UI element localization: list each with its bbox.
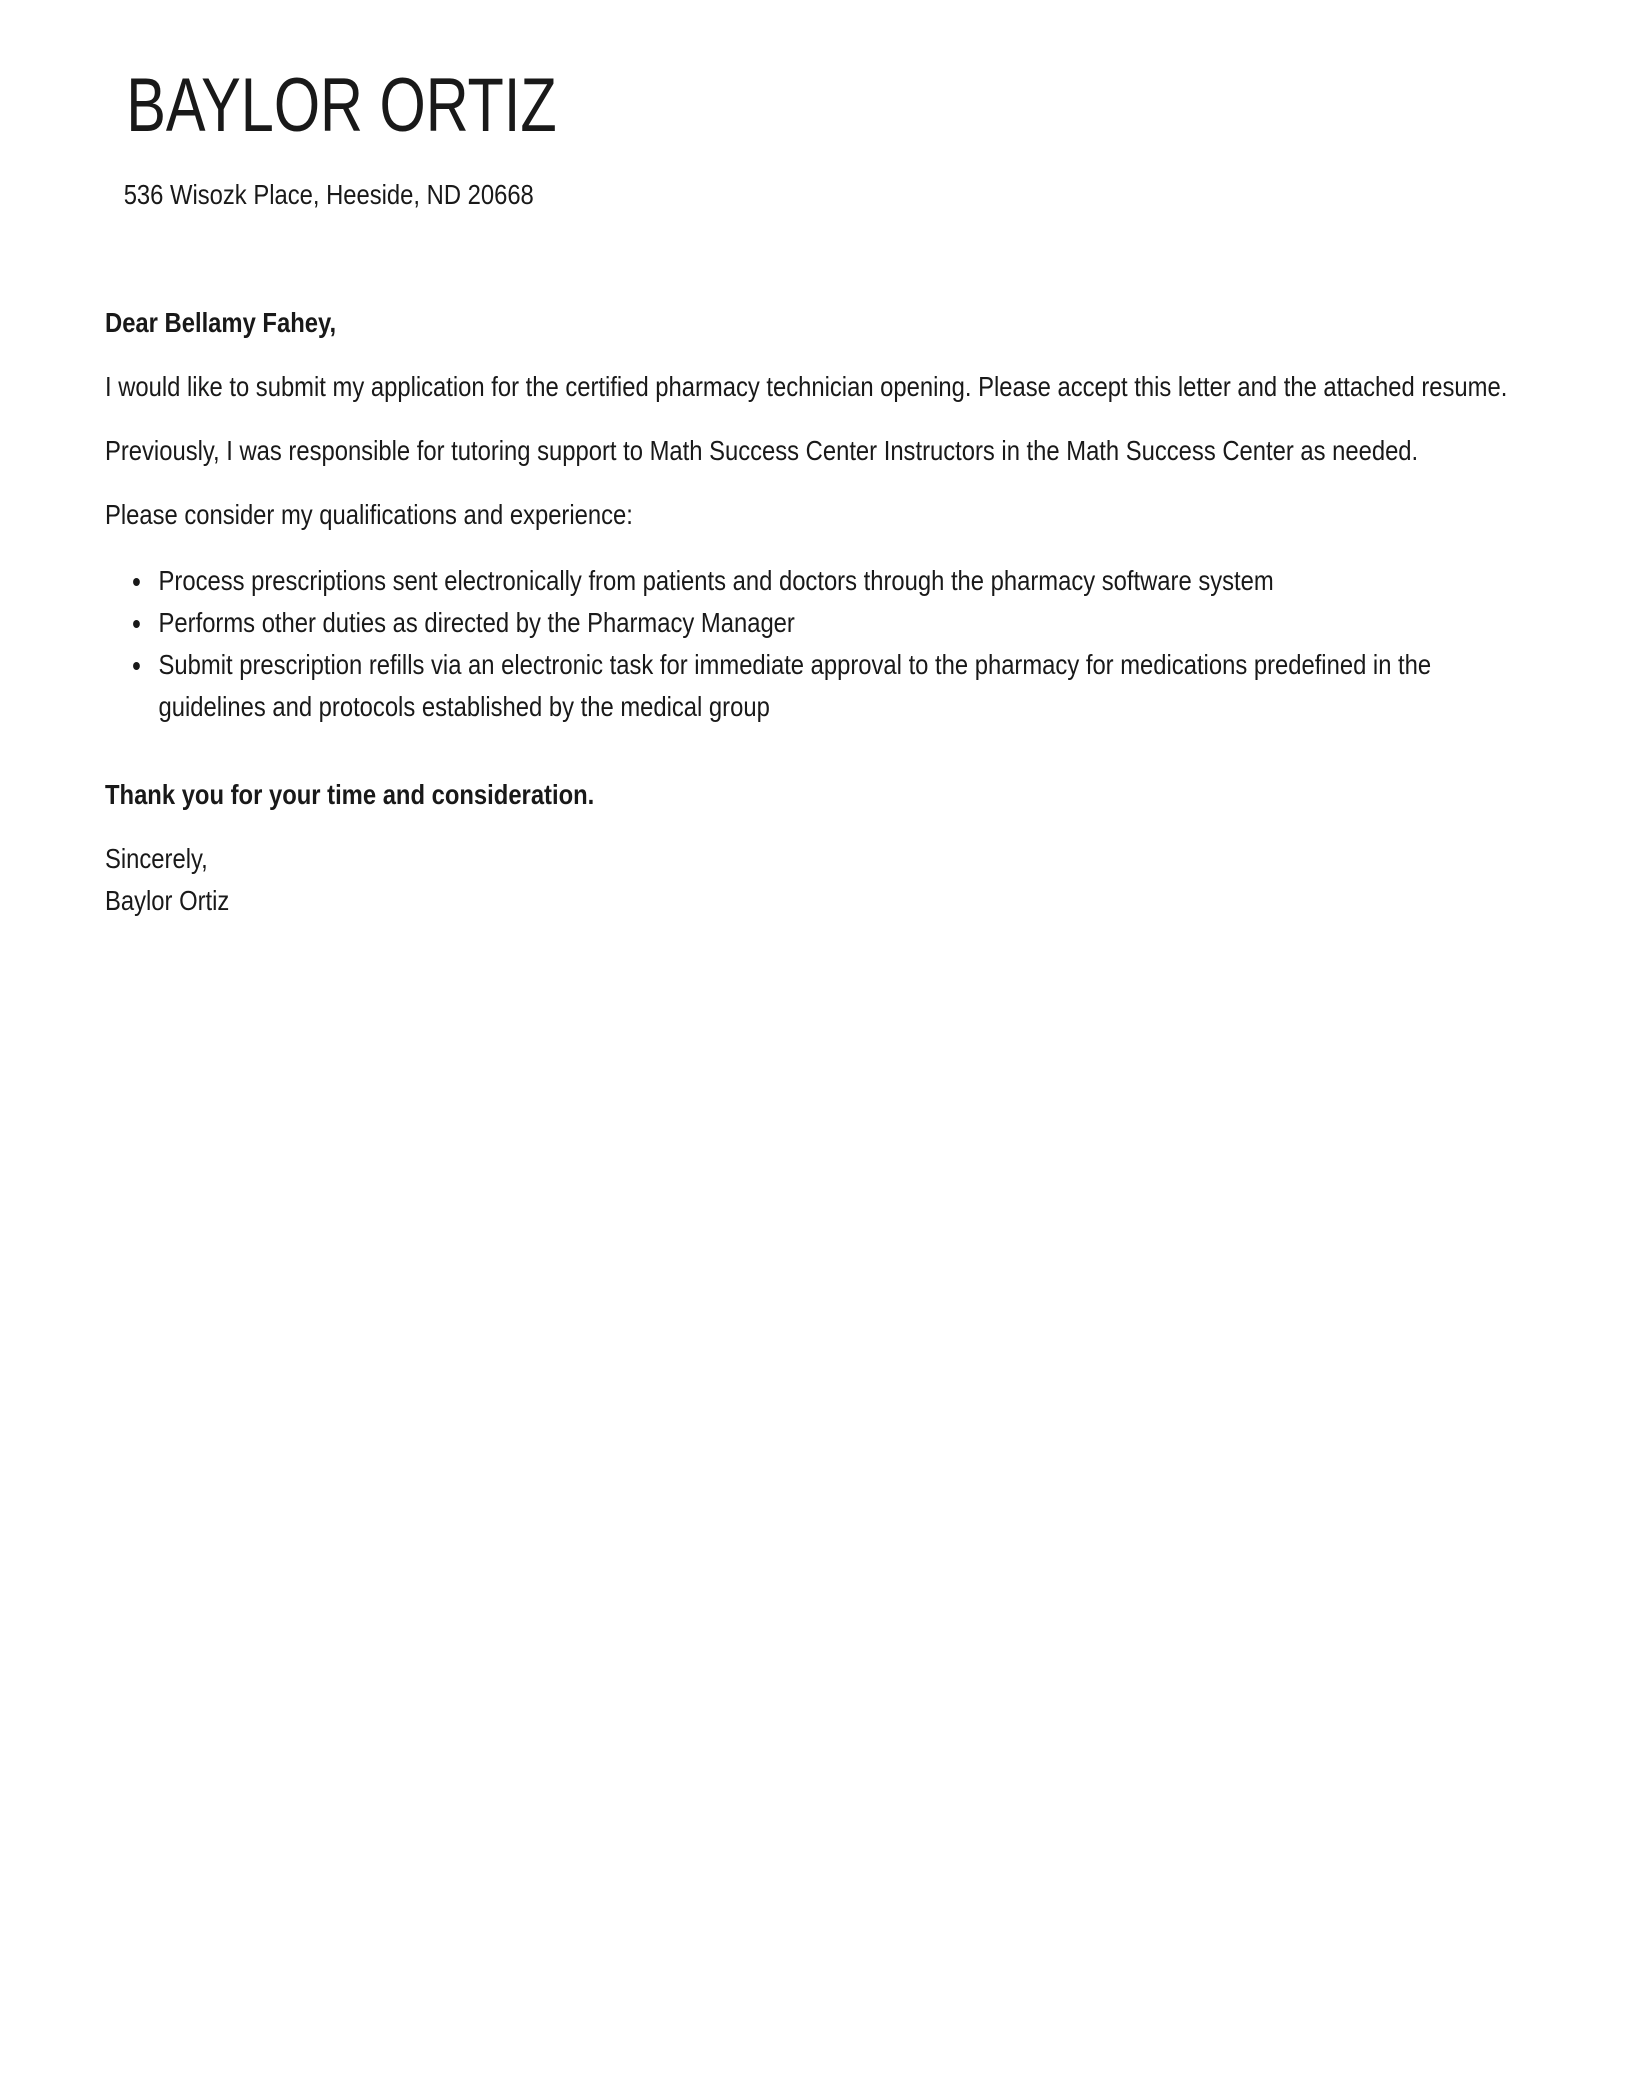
applicant-address: 536 Wisozk Place, Heeside, ND 20668: [123, 179, 534, 210]
closing-block: [105, 838, 1530, 922]
qualification-item: • Performs other duties as directed by the Pharmacy Manager: [153, 602, 1530, 644]
paragraph-intro: I would like to submit my application for the certified pharmacy technician opening. Please accept this letter and the attached resume.: [105, 371, 1508, 402]
qualifications-list: [105, 560, 1530, 728]
applicant-name-heading: BAYLOR ORTIZ: [126, 63, 557, 148]
greeting-line: Dear Bellamy Fahey,: [105, 307, 337, 338]
qualification-item: • Submit prescription refills via an electronic task for immediate approval to the pharmacy for medications predefined in the guidelines and protocols established by the medical group: [153, 644, 1530, 728]
qualification-item: • Process prescriptions sent electronically from patients and doctors through the pharmacy software system: [153, 560, 1530, 602]
paragraph-experience: Previously, I was responsible for tutoring support to Math Success Center Instructors in the Math Success Center as needed.: [105, 435, 1419, 466]
closing-signature: Baylor Ortiz: [105, 885, 230, 916]
thanks-line: Thank you for your time and consideration.: [105, 779, 595, 810]
paragraph-qualifications-lead: Please consider my qualifications and experience:: [105, 499, 633, 530]
closing-salutation: Sincerely,: [105, 843, 208, 874]
letter-content: [105, 64, 1530, 922]
